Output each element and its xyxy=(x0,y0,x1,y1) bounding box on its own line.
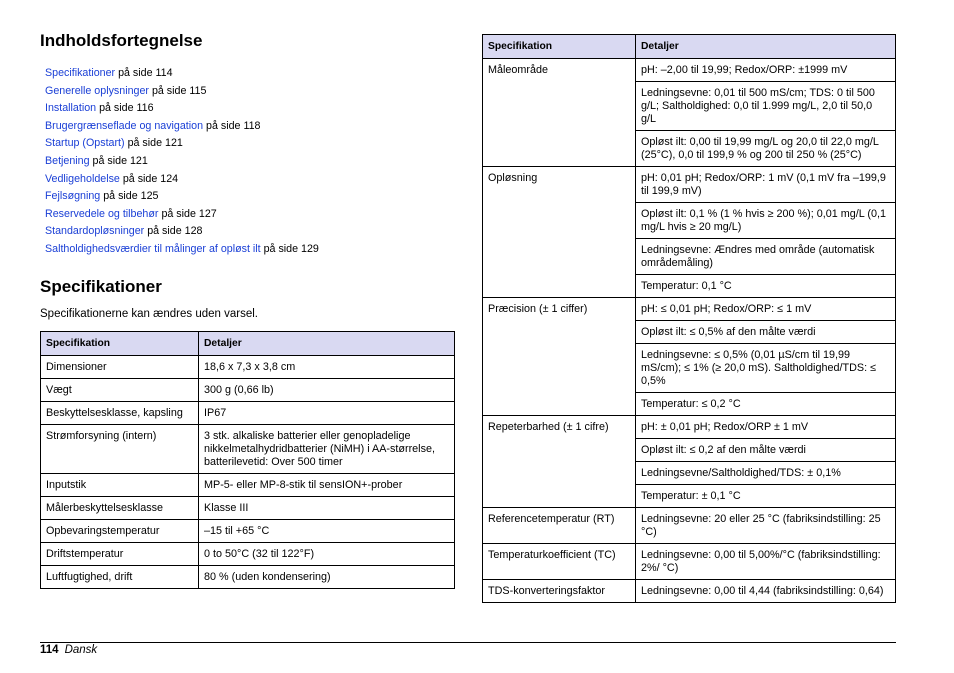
toc-item xyxy=(45,83,455,101)
spec-table-right xyxy=(482,34,896,603)
toc-link[interactable]: Specifikationer xyxy=(45,67,116,79)
detail-cell: Klasse III xyxy=(199,496,455,519)
toc-page: på side 127 xyxy=(158,207,217,220)
toc-item xyxy=(45,135,455,153)
param-cell: Opløsning xyxy=(483,167,636,298)
detail-cell: –15 til +65 °C xyxy=(199,519,455,542)
table-row xyxy=(41,424,455,473)
toc-page: på side 128 xyxy=(144,225,203,238)
detail-cell: Ledningsevne: Ændres med område (automatisk områdemåling) xyxy=(636,239,896,275)
detail-cell: Temperatur: ± 0,1 °C xyxy=(636,485,896,508)
table-header-row xyxy=(41,331,455,355)
detail-cell: Ledningsevne: ≤ 0,5% (0,01 µS/cm til 19,99 mS/cm); ≤ 1% (≥ 20,0 mS). Saltholdighed/TDS: ≤ 0,5% xyxy=(636,344,896,393)
table-row xyxy=(483,298,896,321)
detail-cell: Ledningsevne: 20 eller 25 °C (fabriksindstilling: 25 °C) xyxy=(636,508,896,544)
spec-cell: Målerbeskyttelsesklasse xyxy=(41,496,199,519)
toc-page: på side 114 xyxy=(115,67,173,79)
toc-link[interactable]: Saltholdighedsværdier til målinger af opløst ilt xyxy=(45,242,261,255)
table-row xyxy=(483,59,896,82)
page-number: 114 xyxy=(40,644,59,656)
detail-cell: pH: 0,01 pH; Redox/ORP: 1 mV (0,1 mV fra –199,9 til 199,9 mV) xyxy=(636,167,896,203)
table-row xyxy=(41,473,455,496)
detail-cell: Ledningsevne: 0,00 til 4,44 (fabriksindstilling: 0,64) xyxy=(636,580,896,603)
footer-divider xyxy=(40,642,896,643)
detail-cell: Opløst ilt: ≤ 0,2 af den målte værdi xyxy=(636,439,896,462)
toc-page: på side 121 xyxy=(89,154,148,167)
spec-cell: Driftstemperatur xyxy=(41,542,199,565)
param-cell: Referencetemperatur (RT) xyxy=(483,508,636,544)
page-footer xyxy=(40,643,97,657)
detail-cell: 0 to 50°C (32 til 122°F) xyxy=(199,542,455,565)
toc-link[interactable]: Installation xyxy=(45,102,97,115)
toc-link[interactable]: Brugergrænseflade og navigation xyxy=(45,119,204,132)
toc-item xyxy=(45,241,455,259)
table-row xyxy=(41,542,455,565)
param-cell: Repeterbarhed (± 1 cifre) xyxy=(483,416,636,508)
toc-page: på side 116 xyxy=(96,102,154,115)
table-row xyxy=(483,508,896,544)
table-row xyxy=(41,565,455,588)
detail-cell: Opløst ilt: 0,00 til 19,99 mg/L og 20,0 til 22,0 mg/L (25°C), 0,0 til 199,9 % og 200 til 250 % (25°C) xyxy=(636,131,896,167)
toc-page: på side 124 xyxy=(119,172,179,185)
toc-page: på side 129 xyxy=(260,242,319,255)
param-cell: Præcision (± 1 ciffer) xyxy=(483,298,636,416)
detail-cell: 300 g (0,66 lb) xyxy=(199,378,455,401)
detail-cell: IP67 xyxy=(199,401,455,424)
toc-link[interactable]: Standardopløsninger xyxy=(45,225,145,238)
toc-link[interactable]: Fejlsøgning xyxy=(45,190,101,203)
spec-table-left xyxy=(40,331,455,589)
table-row xyxy=(41,519,455,542)
spec-cell: Beskyttelsesklasse, kapsling xyxy=(41,401,199,424)
toc-page: på side 125 xyxy=(100,190,159,203)
toc-item xyxy=(45,206,455,224)
spec-cell: Strømforsyning (intern) xyxy=(41,424,199,473)
toc-link[interactable]: Betjening xyxy=(45,154,90,167)
col-header-details: Detaljer xyxy=(636,35,896,59)
toc-item xyxy=(45,118,455,136)
param-cell: Måleområde xyxy=(483,59,636,167)
table-row xyxy=(483,544,896,580)
param-cell: TDS-konverteringsfaktor xyxy=(483,580,636,603)
table-row xyxy=(41,378,455,401)
spec-cell: Inputstik xyxy=(41,473,199,496)
detail-cell: pH: –2,00 til 19,99; Redox/ORP: ±1999 mV xyxy=(636,59,896,82)
toc-link[interactable]: Generelle oplysninger xyxy=(45,84,149,97)
spec-cell: Luftfugtighed, drift xyxy=(41,565,199,588)
detail-cell: Temperatur: 0,1 °C xyxy=(636,275,896,298)
table-header-row xyxy=(483,35,896,59)
detail-cell: Ledningsevne: 0,01 til 500 mS/cm; TDS: 0 til 500 g/L; Saltholdighed: 0,0 til 1.999 mg/L, 2,0 til 50,0 g/L xyxy=(636,82,896,131)
toc-item xyxy=(45,171,455,189)
toc-list xyxy=(45,65,455,259)
param-cell: Temperaturkoefficient (TC) xyxy=(483,544,636,580)
toc-link[interactable]: Reservedele og tilbehør xyxy=(45,207,159,220)
detail-cell: pH: ± 0,01 pH; Redox/ORP ± 1 mV xyxy=(636,416,896,439)
detail-cell: 18,6 x 7,3 x 3,8 cm xyxy=(199,355,455,378)
detail-cell: MP-5- eller MP-8-stik til sensION+-prober xyxy=(199,473,455,496)
detail-cell: 80 % (uden kondensering) xyxy=(199,565,455,588)
table-row xyxy=(483,167,896,203)
detail-cell: Opløst ilt: ≤ 0,5% af den målte værdi xyxy=(636,321,896,344)
table-row xyxy=(41,355,455,378)
toc-link[interactable]: Vedligeholdelse xyxy=(45,172,120,185)
toc-item xyxy=(45,223,455,241)
spec-cell: Dimensioner xyxy=(41,355,199,378)
col-header-spec: Specifikation xyxy=(483,35,636,59)
table-row xyxy=(483,416,896,439)
specs-title: Specifikationer xyxy=(40,276,162,296)
table-row xyxy=(41,496,455,519)
toc-page: på side 121 xyxy=(124,137,183,150)
toc-link[interactable]: Startup (Opstart) xyxy=(45,137,125,150)
col-header-details: Detaljer xyxy=(199,331,455,355)
toc-title: Indholdsfortegnelse xyxy=(40,31,203,50)
table-row xyxy=(483,580,896,603)
detail-cell: Opløst ilt: 0,1 % (1 % hvis ≥ 200 %); 0,01 mg/L (0,1 mg/L hvis ≥ 20 mg/L) xyxy=(636,203,896,239)
toc-item xyxy=(45,188,455,206)
detail-cell: 3 stk. alkaliske batterier eller genopladelige nikkelmetalhydridbatterier (NiMH) i AA-størrelse, batterilevetid: Over 500 timer xyxy=(199,424,455,473)
spec-cell: Vægt xyxy=(41,378,199,401)
footer-language: Dansk xyxy=(64,644,98,656)
detail-cell: Ledningsevne: 0,00 til 5,00%/°C (fabriksindstilling: 2%/ °C) xyxy=(636,544,896,580)
detail-cell: Temperatur: ≤ 0,2 °C xyxy=(636,393,896,416)
toc-item xyxy=(45,100,455,118)
toc-item xyxy=(45,153,455,171)
spec-cell: Opbevaringstemperatur xyxy=(41,519,199,542)
detail-cell: Ledningsevne/Saltholdighed/TDS: ± 0,1% xyxy=(636,462,896,485)
table-row xyxy=(41,401,455,424)
col-header-spec: Specifikation xyxy=(41,331,199,355)
detail-cell: pH: ≤ 0,01 pH; Redox/ORP: ≤ 1 mV xyxy=(636,298,896,321)
toc-item xyxy=(45,65,455,83)
specs-intro: Specifikationerne kan ændres uden varsel. xyxy=(40,307,258,320)
toc-page: på side 118 xyxy=(203,119,261,132)
left-column xyxy=(40,30,455,589)
right-column xyxy=(482,34,896,603)
toc-page: på side 115 xyxy=(148,84,207,97)
